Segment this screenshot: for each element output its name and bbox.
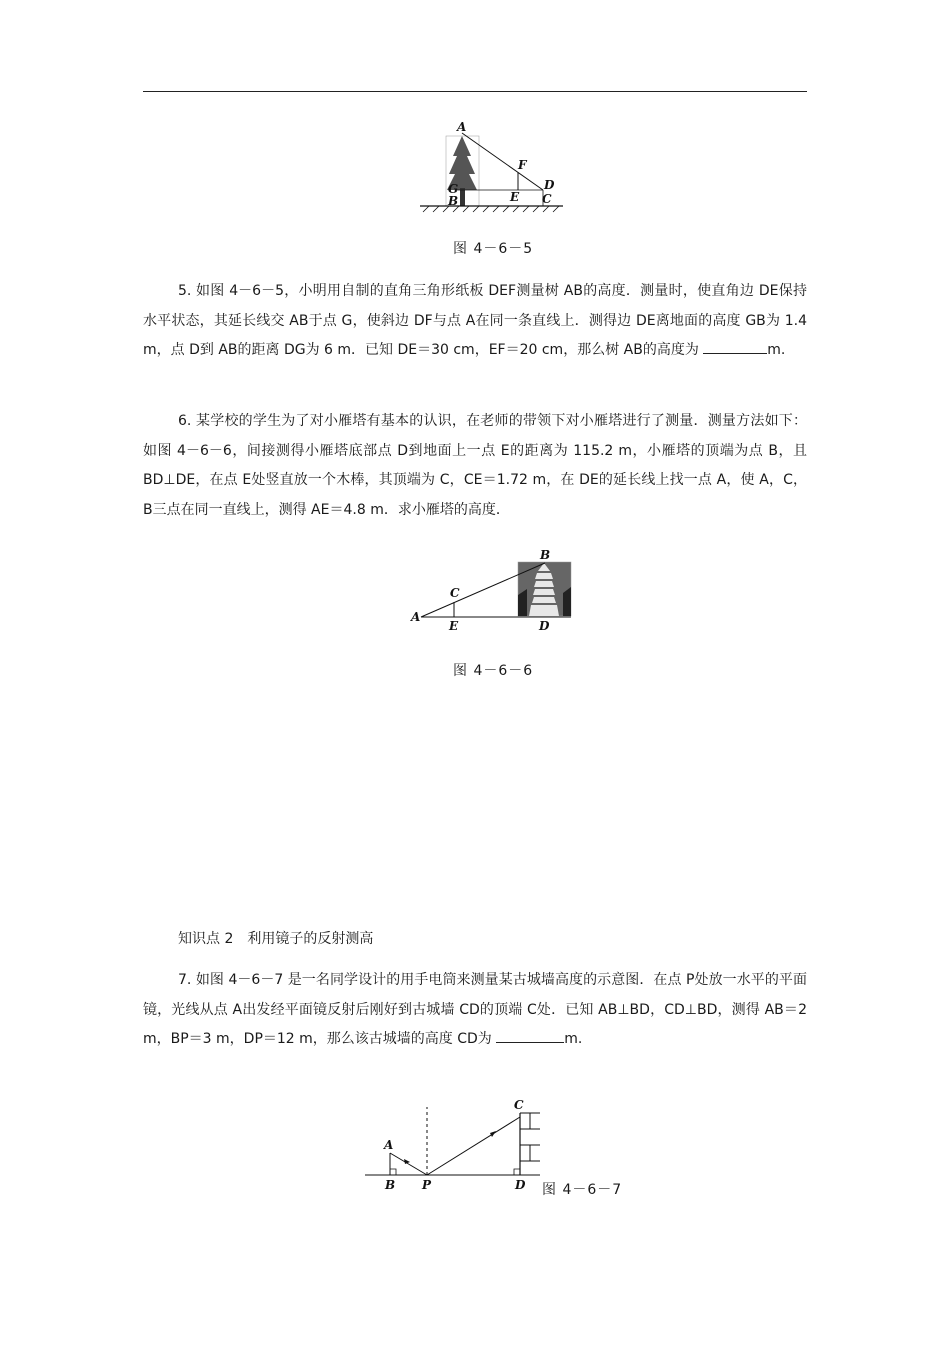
problem-5-text: 5. 如图 4－6－5，小明用自制的直角三角形纸板 DEF测量树 AB的高度．测量时，使直角边 DE保持水平状态，其延长线交 AB于点 G，使斜边 DF与点 A在同一条直线上．测得边 DE离地面的高度 GB为 1.4 m，点 D到 AB的距离 DG为 6 m．已知 DE＝30 cm，EF＝20 cm，那么树 AB的高度为 (143, 283, 807, 358)
point-label-e: E (449, 619, 459, 633)
point-label-p: P (422, 1178, 432, 1192)
point-label-g: G (448, 182, 459, 196)
point-label-c: C (450, 586, 460, 600)
problem-6-text: 6. 某学校的学生为了对小雁塔有基本的认识，在老师的带领下对小雁塔进行了测量．测量方法如下：如图 4－6－6，间接测得小雁塔底部点 D到地面上一点 E的距离为 115.2 m，小雁塔的顶端为点 B，且 BD⊥DE，在点 E处竖直放一个木棒，其顶端为 C，CE＝1.72 m，在 DE的延长线上找一点 A，使 A，C，B三点在同一直线上，测得 AE＝4.8 m．求小雁塔的高度． (143, 413, 807, 518)
figure-caption: 图 4－6－5 (453, 241, 534, 257)
point-label-e: E (510, 190, 520, 204)
figure-4-6-7 (360, 1095, 540, 1195)
header-rule (143, 91, 807, 92)
figure-4-6-6 (405, 545, 580, 635)
point-label-c: C (542, 192, 552, 206)
point-label-b: B (385, 1178, 396, 1192)
problem-6 (143, 407, 807, 525)
problem-7 (143, 966, 807, 1055)
point-label-f: F (518, 158, 527, 172)
point-label-d: D (515, 1178, 526, 1192)
problem-5-unit: m. (767, 342, 786, 358)
problem-7-text: 7. 如图 4－6－7 是一名同学设计的用手电筒来测量某古城墙高度的示意图．在点 P处放一水平的平面镜，光线从点 A出发经平面镜反射后刚好到古城墙 CD的顶端 C处．已知 AB⊥BD，CD⊥BD，测得 AB＝2 m，BP＝3 m，DP＝12 m，那么该古城墙的高度 CD为 (143, 972, 807, 1047)
point-label-a: A (457, 120, 467, 134)
answer-blank[interactable] (703, 339, 767, 354)
section-heading: 知识点 2 利用镜子的反射测高 (178, 931, 374, 947)
point-label-a: A (384, 1138, 394, 1152)
point-label-a: A (411, 610, 421, 624)
figure-4-6-5 (415, 118, 565, 218)
figure-caption: 图 4－6－6 (453, 663, 534, 679)
point-label-d: D (544, 178, 555, 192)
point-label-c: C (514, 1098, 524, 1112)
wall-illustration (514, 1113, 540, 1175)
pagoda-illustration (518, 562, 571, 616)
point-label-b: B (448, 194, 459, 208)
point-label-b: B (540, 548, 551, 562)
problem-7-unit: m. (564, 1031, 583, 1047)
answer-blank[interactable] (496, 1028, 564, 1043)
point-label-d: D (539, 619, 550, 633)
figure-caption: 图 4－6－7 (542, 1182, 623, 1198)
problem-5 (143, 277, 807, 366)
